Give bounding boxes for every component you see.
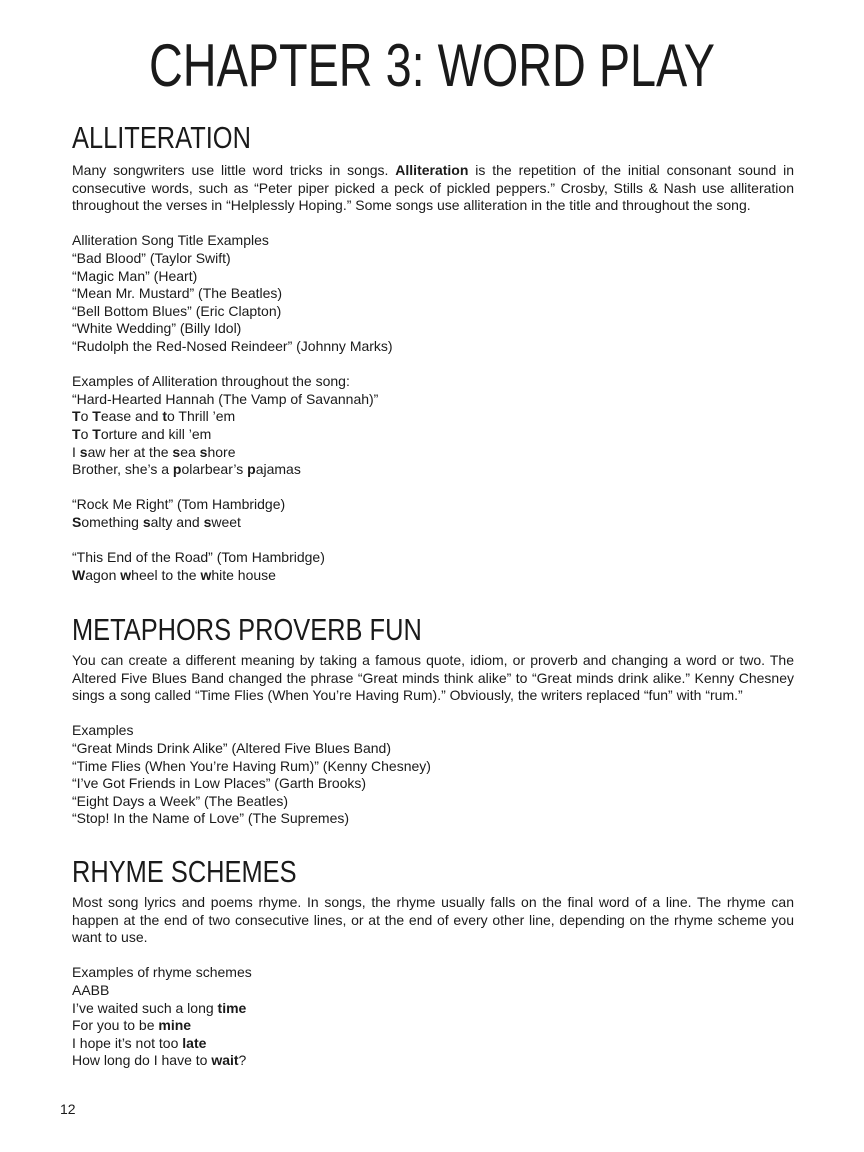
lyric-text: ea bbox=[180, 443, 200, 460]
throughout-examples-label: Examples of Alliteration throughout the song: bbox=[72, 373, 350, 390]
lyric-text: ? bbox=[238, 1052, 247, 1069]
list-item: “Time Flies (When You’re Having Rum)” (Kenny Chesney) bbox=[72, 757, 431, 774]
list-item: “Bell Bottom Blues” (Eric Clapton) bbox=[72, 302, 282, 319]
rhyme-intro: Most song lyrics and poems rhyme. In songs, the rhyme usually falls on the final word of a line. The rhyme can happen at the end of two consecutive lines, or at the end of every other line, depending on the rhyme scheme you want to use. bbox=[72, 894, 794, 946]
list-item: “Bad Blood” (Taylor Swift) bbox=[72, 249, 231, 266]
lyric-line bbox=[72, 1052, 794, 1070]
lyric-text: omething bbox=[81, 513, 143, 530]
chapter-title: CHAPTER 3: WORD PLAY bbox=[148, 32, 716, 99]
lyric-text: o Thrill ’em bbox=[166, 408, 236, 425]
lyric-text: weet bbox=[211, 513, 241, 530]
emphasis-text: T bbox=[92, 425, 101, 442]
list-item: “Stop! In the Name of Love” (The Supremes) bbox=[72, 810, 350, 827]
lyric-text: alty and bbox=[150, 513, 204, 530]
emphasis-text: S bbox=[72, 513, 82, 530]
lyric-text: orture and kill ’em bbox=[100, 425, 212, 442]
emphasis-text: s bbox=[199, 443, 208, 460]
emphasis-text: p bbox=[172, 461, 182, 478]
lyric-line bbox=[72, 514, 794, 532]
section-heading-alliteration: ALLITERATION bbox=[72, 120, 251, 155]
lyric-text: olarbear’s bbox=[181, 461, 248, 478]
rhyme-section bbox=[72, 894, 794, 1070]
emphasis-text: T bbox=[92, 408, 101, 425]
lyric-text: I’ve waited such a long bbox=[72, 999, 218, 1016]
lyric-lines bbox=[72, 514, 794, 532]
emphasis-text: t bbox=[162, 408, 167, 425]
emphasis-text: s bbox=[172, 443, 181, 460]
lyric-text: hite house bbox=[211, 566, 276, 583]
emphasis-text: s bbox=[142, 513, 151, 530]
lyric-text: I bbox=[72, 443, 80, 460]
list-item: “Rudolph the Red-Nosed Reindeer” (Johnny Marks) bbox=[72, 337, 393, 354]
emphasis-text: wait bbox=[211, 1052, 239, 1069]
emphasis-text: w bbox=[120, 566, 132, 583]
lyric-text: o bbox=[80, 425, 93, 442]
emphasis-text: W bbox=[72, 566, 86, 583]
lyric-text: ease and bbox=[100, 408, 163, 425]
alliteration-intro-rest: is the repetition of the initial consonant sound in consecutive words, such as “Peter piper picked a peck of pickled peppers.” Crosby, Stills & Nash use alliteration throughout the verses in “Helplessly Hoping.” Some songs use alliteration in the title and throughout the song. bbox=[72, 162, 794, 214]
lyric-text: aw her at the bbox=[87, 443, 173, 460]
list-item: “Mean Mr. Mustard” (The Beatles) bbox=[72, 285, 283, 302]
lyric-text: Brother, she’s a bbox=[72, 461, 173, 478]
emphasis-text: s bbox=[79, 443, 88, 460]
lyric-text: For you to be bbox=[72, 1017, 159, 1034]
list-item: “Magic Man” (Heart) bbox=[72, 267, 198, 284]
lyric-text: heel to the bbox=[131, 566, 201, 583]
alliteration-intro bbox=[72, 162, 794, 215]
page-number: 12 bbox=[60, 1101, 76, 1117]
lyric-line bbox=[72, 1017, 794, 1035]
lyric-line bbox=[72, 426, 794, 444]
lyric-text: I hope it’s not too bbox=[72, 1034, 183, 1051]
lyric-text: agon bbox=[85, 566, 121, 583]
lyric-lines bbox=[72, 1000, 794, 1070]
lyric-line bbox=[72, 1035, 794, 1053]
lyric-lines bbox=[72, 408, 794, 478]
emphasis-text: mine bbox=[158, 1017, 192, 1034]
title-examples-label: Alliteration Song Title Examples bbox=[72, 232, 269, 249]
lyric-text: ajamas bbox=[255, 461, 301, 478]
emphasis-text: w bbox=[200, 566, 212, 583]
alliteration-intro-start: Many songwriters use little word tricks in songs. bbox=[72, 162, 396, 178]
rhyme-examples-label: Examples of rhyme schemes bbox=[72, 964, 252, 981]
emphasis-text: s bbox=[203, 513, 212, 530]
lyric-text: hore bbox=[207, 443, 236, 460]
section-heading-rhyme: RHYME SCHEMES bbox=[72, 854, 297, 889]
lyric-text: o bbox=[80, 408, 93, 425]
emphasis-text: T bbox=[72, 425, 81, 442]
rhyme-scheme-label: AABB bbox=[72, 981, 110, 998]
list-item: “Great Minds Drink Alike” (Altered Five Blues Band) bbox=[72, 739, 391, 756]
metaphors-section bbox=[72, 652, 794, 828]
song-title: “This End of the Road” (Tom Hambridge) bbox=[72, 549, 325, 566]
lyric-line bbox=[72, 444, 794, 462]
emphasis-text: T bbox=[72, 408, 81, 425]
lyric-line bbox=[72, 408, 794, 426]
alliteration-term: Alliteration bbox=[395, 162, 469, 178]
lyric-line bbox=[72, 461, 794, 479]
section-heading-metaphors: METAPHORS PROVERB FUN bbox=[72, 612, 422, 647]
emphasis-text: p bbox=[247, 461, 256, 478]
list-item: “I’ve Got Friends in Low Places” (Garth Brooks) bbox=[72, 775, 367, 792]
metaphors-intro: You can create a different meaning by taking a famous quote, idiom, or proverb and changing a word or two. The Altered Five Blues Band changed the phrase “Great minds think alike” to “Great minds drink alike.” Kenny Chesney sings a song called “Time Flies (When You’re Having Rum).” Obviously, the writers replaced “fun” with “rum.” bbox=[72, 652, 794, 704]
song-title: “Hard-Hearted Hannah (The Vamp of Savannah)” bbox=[72, 390, 379, 407]
alliteration-section bbox=[72, 162, 794, 584]
song-title: “Rock Me Right” (Tom Hambridge) bbox=[72, 496, 286, 513]
list-item: “Eight Days a Week” (The Beatles) bbox=[72, 792, 289, 809]
lyric-text: How long do I have to bbox=[72, 1052, 212, 1069]
lyric-line bbox=[72, 567, 794, 585]
list-item: “White Wedding” (Billy Idol) bbox=[72, 320, 242, 337]
lyric-lines bbox=[72, 567, 794, 585]
lyric-line bbox=[72, 1000, 794, 1018]
emphasis-text: time bbox=[217, 999, 247, 1016]
examples-label: Examples bbox=[72, 722, 134, 739]
emphasis-text: late bbox=[182, 1034, 207, 1051]
